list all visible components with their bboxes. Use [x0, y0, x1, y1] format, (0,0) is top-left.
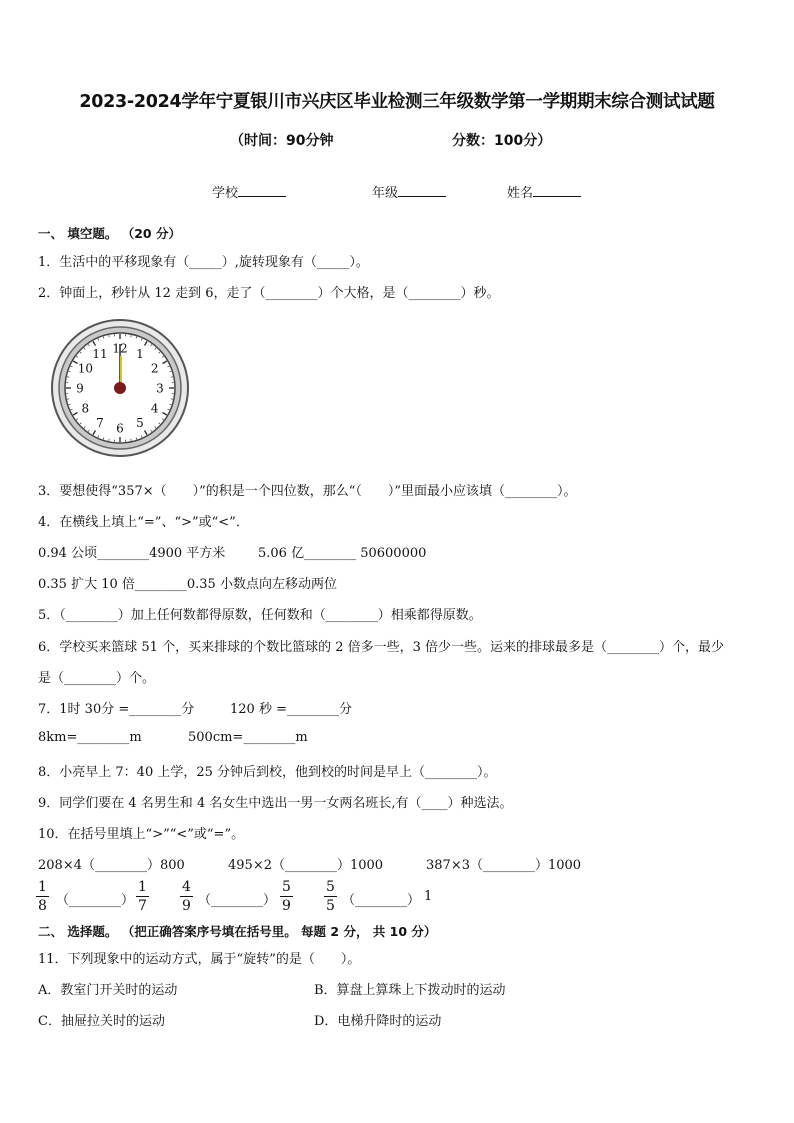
page-title: 2023-2024学年宁夏银川市兴庆区毕业检测三年级数学第一学期期末综合测试试题 [79, 92, 715, 112]
option-a: A．教室门开关时的运动 [38, 983, 178, 998]
question-7c: 8km=________m [38, 730, 142, 745]
clock-number: 10 [77, 361, 93, 376]
clock-number: 11 [92, 346, 108, 361]
question-10c: 387×3（________）1000 [426, 858, 582, 873]
question-10b: 495×2（________）1000 [228, 858, 384, 873]
question-5: 5．（________）加上任何数都得原数，任何数和（________）相乘都得原数。 [38, 608, 482, 623]
clock-number: 12 [112, 341, 128, 356]
exam-time: （时间：90分钟 [230, 133, 334, 149]
question-2: 2．钟面上，秒针从 12 走到 6，走了（________）个大格，是（________）秒。 [38, 286, 500, 301]
question-8: 8．小亮早上 7：40 上学，25 分钟后到校，他到校的时间是早上（________）。 [38, 765, 497, 780]
fraction-4-9: $\frac{4}{9}$ [182, 879, 191, 914]
clock-number: 3 [156, 381, 164, 396]
fraction-5-9: $\frac{5}{9}$ [282, 879, 291, 914]
question-10: 10．在括号里填上“>”“<”或“=”。 [38, 827, 245, 842]
compare-blank-2: （________） [198, 893, 277, 908]
question-7a: 7．1时 30分 =________分 [38, 702, 195, 717]
compare-blank-1: （________） [56, 893, 135, 908]
option-c: C．抽屉拉关时的运动 [38, 1014, 165, 1029]
question-7b: 120 秒 =________分 [230, 702, 352, 717]
clock-number: 7 [96, 416, 104, 431]
clock-number: 2 [150, 361, 159, 376]
number-one: 1 [424, 889, 433, 904]
question-1: 1．生活中的平移现象有（_____）,旋转现象有（_____）。 [38, 255, 369, 270]
question-7d: 500cm=________m [188, 730, 308, 745]
clock-icon [50, 318, 190, 458]
clock-number: 1 [136, 346, 144, 361]
question-9: 9．同学们要在 4 名男生和 4 名女生中选出一男一女两名班长,有（____）种选法。 [38, 796, 513, 811]
question-6b: 是（________）个。 [38, 671, 156, 686]
school-field: 学校 [212, 182, 286, 201]
option-d: D．电梯升降时的运动 [314, 1014, 442, 1029]
grade-field: 年级 [372, 182, 446, 201]
question-10a: 208×4（________）800 [38, 858, 185, 873]
option-b: B．算盘上算珠上下拨动时的运动 [314, 983, 506, 998]
clock-number: 4 [150, 401, 159, 416]
question-4c: 0.35 扩大 10 倍________0.35 小数点向左移动两位 [38, 577, 337, 592]
fraction-1-8: $\frac{1}{8}$ [38, 879, 47, 914]
question-6a: 6．学校买来篮球 51 个，买来排球的个数比篮球的 2 倍多一些，3 倍少一些。运来的排球最多是（________）个，最少 [38, 640, 725, 655]
clock-number: 9 [76, 381, 84, 396]
clock-number: 5 [136, 416, 144, 431]
section-2-heading: 二、 选择题。 （把正确答案序号填在括号里。 每题 2 分， 共 10 分） [38, 924, 437, 939]
exam-score: 分数：100分） [452, 133, 552, 149]
question-3: 3．要想使得“357×（ ）”的积是一个四位数，那么“（ ）”里面最小应该填（________）。 [38, 484, 577, 499]
fraction-1-7: $\frac{1}{7}$ [138, 879, 147, 914]
question-4a: 0.94 公顷________4900 平方米 [38, 546, 226, 561]
section-1-heading: 一、 填空题。 （20 分） [38, 226, 181, 241]
name-field: 姓名 [507, 182, 581, 201]
question-4b: 5.06 亿________ 50600000 [258, 546, 427, 561]
clock-number: 6 [116, 421, 124, 436]
question-4: 4．在横线上填上“=”、“>”或“<”． [38, 515, 249, 530]
fraction-5-5: $\frac{5}{5}$ [326, 879, 335, 914]
compare-blank-3: （________） [342, 893, 421, 908]
clock-number: 8 [81, 401, 90, 416]
question-11: 11．下列现象中的运动方式，属于“旋转”的是（ ）。 [38, 952, 361, 967]
